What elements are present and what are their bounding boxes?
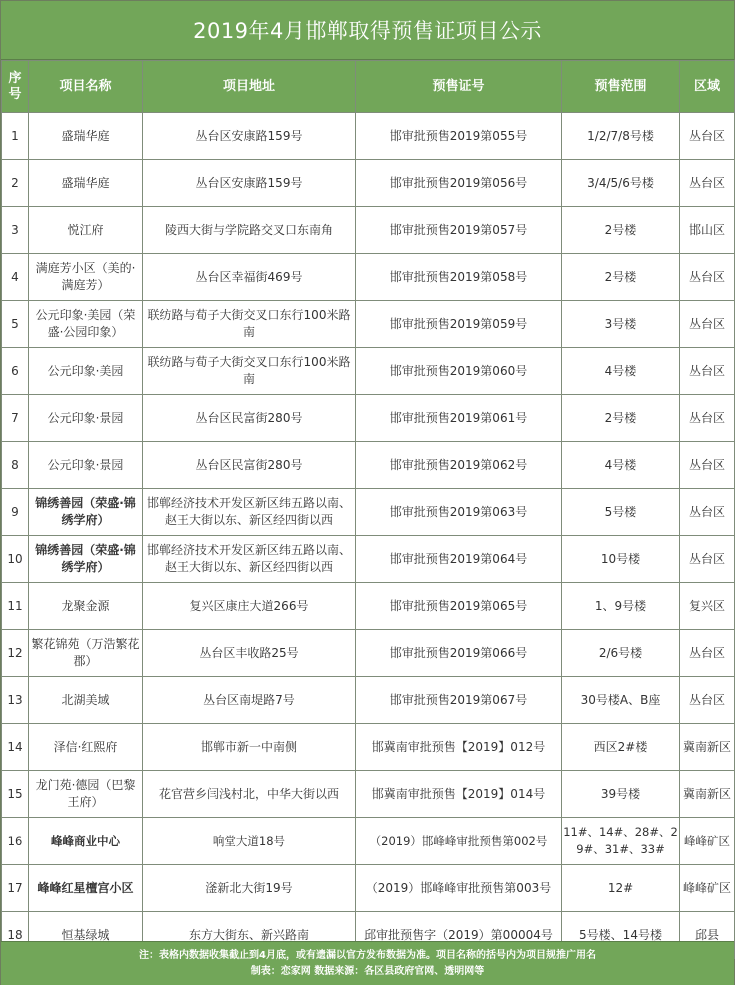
cell-address: 丛台区南堤路7号 xyxy=(143,677,356,724)
cell-no: 16 xyxy=(2,818,29,865)
cell-no: 10 xyxy=(2,536,29,583)
cell-range: 10号楼 xyxy=(562,536,680,583)
cell-address: 花官营乡闫浅村北，中华大街以西 xyxy=(143,771,356,818)
cell-project-name: 盛瑞华庭 xyxy=(29,160,143,207)
footer-note-text: 注：表格内数据收集截止到4月底，或有遗漏以官方发布数据为准。项目名称的括号内为项目规推广用名 xyxy=(139,949,596,961)
table-row xyxy=(2,301,735,348)
cell-cert-no: 邯审批预售2019第066号 xyxy=(356,630,562,677)
cell-cert-no: 邯审批预售2019第059号 xyxy=(356,301,562,348)
cell-range: 11#、14#、28#、29#、31#、33# xyxy=(562,818,680,865)
cell-district: 丛台区 xyxy=(680,113,735,160)
cell-no: 5 xyxy=(2,301,29,348)
table-row xyxy=(2,254,735,301)
cell-range: 西区2#楼 xyxy=(562,724,680,771)
cell-project-name: 公元印象·美园（荣盛·公园印象） xyxy=(29,301,143,348)
cell-cert-no: 邯审批预售2019第062号 xyxy=(356,442,562,489)
cell-address: 滏新北大街19号 xyxy=(143,865,356,912)
cell-district: 丛台区 xyxy=(680,536,735,583)
table-row xyxy=(2,348,735,395)
cell-address: 丛台区丰收路25号 xyxy=(143,630,356,677)
cell-no: 14 xyxy=(2,724,29,771)
cell-cert-no: 邯审批预售2019第056号 xyxy=(356,160,562,207)
cell-range: 1、9号楼 xyxy=(562,583,680,630)
cell-no: 6 xyxy=(2,348,29,395)
footer-note xyxy=(1,941,734,985)
cell-project-name: 盛瑞华庭 xyxy=(29,113,143,160)
cell-address: 丛台区幸福街469号 xyxy=(143,254,356,301)
table-row xyxy=(2,677,735,724)
table-row xyxy=(2,442,735,489)
cell-project-name: 公元印象·景园 xyxy=(29,442,143,489)
cell-range: 2/6号楼 xyxy=(562,630,680,677)
cell-district: 丛台区 xyxy=(680,254,735,301)
cell-district: 峰峰矿区 xyxy=(680,865,735,912)
table-row xyxy=(2,207,735,254)
cell-project-name: 悦江府 xyxy=(29,207,143,254)
table-row xyxy=(2,771,735,818)
cell-project-name: 公元印象·景园 xyxy=(29,395,143,442)
cell-address: 复兴区康庄大道266号 xyxy=(143,583,356,630)
cell-project-name: 龙门苑·德园（巴黎王府） xyxy=(29,771,143,818)
cell-address: 东方大街东、新兴路南 xyxy=(143,912,356,959)
cell-cert-no: （2019）邯峰峰审批预售第002号 xyxy=(356,818,562,865)
cell-address: 响堂大道18号 xyxy=(143,818,356,865)
table-row xyxy=(2,489,735,536)
cell-district: 邯山区 xyxy=(680,207,735,254)
cell-district: 丛台区 xyxy=(680,395,735,442)
cell-address: 丛台区民富街280号 xyxy=(143,442,356,489)
cell-district: 丛台区 xyxy=(680,630,735,677)
cell-project-name: 北湖美域 xyxy=(29,677,143,724)
cell-cert-no: 邯审批预售2019第065号 xyxy=(356,583,562,630)
cell-range: 5号楼、14号楼 xyxy=(562,912,680,959)
cell-range: 4号楼 xyxy=(562,348,680,395)
cell-cert-no: 邯审批预售2019第057号 xyxy=(356,207,562,254)
cell-range: 30号楼A、B座 xyxy=(562,677,680,724)
cell-address: 丛台区民富街280号 xyxy=(143,395,356,442)
cell-range: 3号楼 xyxy=(562,301,680,348)
cell-cert-no: 邯审批预售2019第067号 xyxy=(356,677,562,724)
table-row xyxy=(2,630,735,677)
presale-table xyxy=(1,60,735,959)
cell-district: 丛台区 xyxy=(680,348,735,395)
cell-no: 12 xyxy=(2,630,29,677)
cell-district: 丛台区 xyxy=(680,160,735,207)
cell-district: 邱县 xyxy=(680,912,735,959)
cell-no: 4 xyxy=(2,254,29,301)
cell-range: 2号楼 xyxy=(562,254,680,301)
cell-no: 15 xyxy=(2,771,29,818)
header-address: 项目地址 xyxy=(143,61,356,113)
cell-range: 2号楼 xyxy=(562,395,680,442)
cell-no: 17 xyxy=(2,865,29,912)
cell-range: 2号楼 xyxy=(562,207,680,254)
cell-cert-no: 邱审批预售字（2019）第00004号 xyxy=(356,912,562,959)
cell-district: 丛台区 xyxy=(680,301,735,348)
table-row xyxy=(2,536,735,583)
table-row xyxy=(2,865,735,912)
cell-range: 3/4/5/6号楼 xyxy=(562,160,680,207)
cell-address: 丛台区安康路159号 xyxy=(143,160,356,207)
cell-project-name: 繁花锦苑（万浩繁花郡） xyxy=(29,630,143,677)
cell-district: 冀南新区 xyxy=(680,771,735,818)
cell-no: 8 xyxy=(2,442,29,489)
header-cert: 预售证号 xyxy=(356,61,562,113)
table-row xyxy=(2,724,735,771)
cell-range: 12# xyxy=(562,865,680,912)
table-row xyxy=(2,113,735,160)
cell-address: 联纺路与荀子大街交叉口东行100米路南 xyxy=(143,348,356,395)
cell-project-name: 公元印象·美园 xyxy=(29,348,143,395)
cell-no: 9 xyxy=(2,489,29,536)
cell-project-name: 锦绣善园（荣盛·锦绣学府） xyxy=(29,536,143,583)
header-district: 区域 xyxy=(680,61,735,113)
cell-cert-no: （2019）邯峰峰审批预售第003号 xyxy=(356,865,562,912)
cell-cert-no: 邯审批预售2019第055号 xyxy=(356,113,562,160)
cell-cert-no: 邯审批预售2019第061号 xyxy=(356,395,562,442)
cell-no: 1 xyxy=(2,113,29,160)
cell-project-name: 满庭芳小区（美的·满庭芳） xyxy=(29,254,143,301)
cell-district: 丛台区 xyxy=(680,677,735,724)
cell-cert-no: 邯审批预售2019第058号 xyxy=(356,254,562,301)
cell-cert-no: 邯冀南审批预售【2019】012号 xyxy=(356,724,562,771)
page-title: 2019年4月邯郸取得预售证项目公示 xyxy=(1,1,734,60)
cell-address: 邯郸经济技术开发区新区纬五路以南、赵王大街以东、新区经四街以西 xyxy=(143,489,356,536)
cell-no: 2 xyxy=(2,160,29,207)
table-row xyxy=(2,160,735,207)
cell-district: 复兴区 xyxy=(680,583,735,630)
cell-project-name: 峰峰红星檀宫小区 xyxy=(29,865,143,912)
cell-address: 邯郸经济技术开发区新区纬五路以南、赵王大街以东、新区经四街以西 xyxy=(143,536,356,583)
table-header-row xyxy=(2,61,735,113)
cell-cert-no: 邯审批预售2019第060号 xyxy=(356,348,562,395)
table-row xyxy=(2,395,735,442)
cell-address: 联纺路与荀子大街交叉口东行100米路南 xyxy=(143,301,356,348)
header-no: 序号 xyxy=(2,61,29,113)
cell-project-name: 峰峰商业中心 xyxy=(29,818,143,865)
cell-range: 1/2/7/8号楼 xyxy=(562,113,680,160)
cell-district: 峰峰矿区 xyxy=(680,818,735,865)
table-row xyxy=(2,583,735,630)
cell-project-name: 泽信·红熙府 xyxy=(29,724,143,771)
cell-no: 18 xyxy=(2,912,29,959)
cell-cert-no: 邯审批预售2019第064号 xyxy=(356,536,562,583)
cell-project-name: 锦绣善园（荣盛·锦绣学府） xyxy=(29,489,143,536)
cell-address: 陵西大街与学院路交叉口东南角 xyxy=(143,207,356,254)
header-range: 预售范围 xyxy=(562,61,680,113)
table-row xyxy=(2,818,735,865)
cell-no: 3 xyxy=(2,207,29,254)
cell-range: 39号楼 xyxy=(562,771,680,818)
cell-address: 丛台区安康路159号 xyxy=(143,113,356,160)
table-body xyxy=(2,113,735,959)
cell-district: 丛台区 xyxy=(680,442,735,489)
cell-range: 5号楼 xyxy=(562,489,680,536)
footer-credit-text: 制表：恋家网 数据来源：各区县政府官网、透明网等 xyxy=(250,965,485,977)
cell-district: 冀南新区 xyxy=(680,724,735,771)
cell-no: 7 xyxy=(2,395,29,442)
cell-project-name: 恒基绿城 xyxy=(29,912,143,959)
cell-no: 13 xyxy=(2,677,29,724)
cell-range: 4号楼 xyxy=(562,442,680,489)
cell-cert-no: 邯审批预售2019第063号 xyxy=(356,489,562,536)
cell-no: 11 xyxy=(2,583,29,630)
cell-project-name: 龙聚金源 xyxy=(29,583,143,630)
cell-district: 丛台区 xyxy=(680,489,735,536)
header-name: 项目名称 xyxy=(29,61,143,113)
cell-cert-no: 邯冀南审批预售【2019】014号 xyxy=(356,771,562,818)
cell-address: 邯郸市新一中南侧 xyxy=(143,724,356,771)
